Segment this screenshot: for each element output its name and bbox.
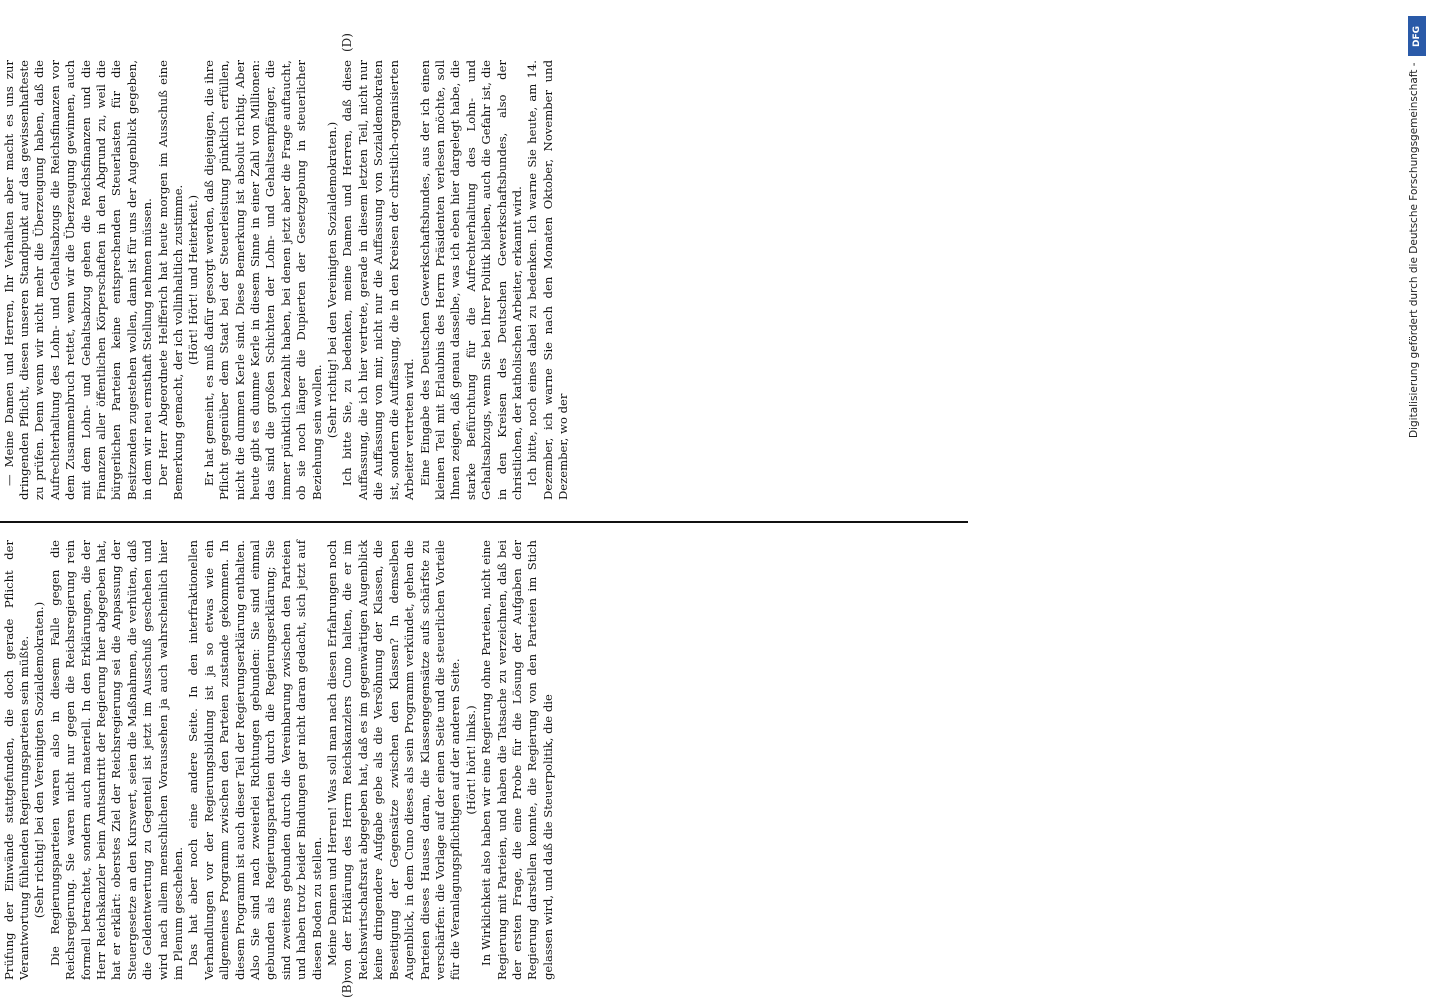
interjection: (Hört! Hört! und Heiterkeit.): [186, 194, 201, 366]
paragraph: Er hat gemeint, es muß dafür gesorgt werden, daß diejenigen, die ihre Pflicht gegenüber dem Staat bei der Steuerleistung pünktlich erfüllen, nicht die dummen Kerle sind. Diese Bemerkung ist absolut richtig. Aber heute gibt es dumme Kerle in diesem Sinne in einer Zahl von Millionen: das sind die großen Schichten der Lohn- und Gehaltsempfänger, die immer pünktlich bezahlt haben, bei denen jetzt aber die Frage auftaucht, ob sie noch länger die Dupierten der Gesetzgebung in steuerlicher Beziehung sein wollen.: [201, 60, 324, 500]
left-column: [0, 540, 968, 980]
right-column: [0, 60, 968, 500]
column-divider: [0, 522, 968, 524]
paragraph: Meine Damen und Herren! Was soll man nach diesen Erfahrungen noch von der Erklärung des Herrn Reichskanzlers Cuno halten, die er im Reichswirtschaftsrat abgegeben hat, daß es im gegenwärtigen Augenblick keine dringendere Aufgabe gebe als die Versöhnung der Klassen, die Beseitigung der Gegensätze zwischen den Klassen? In demselben Augenblick, in dem Cuno dieses als sein Programm verkündet, gehen die Parteien dieses Hauses daran, die Klassengegensätze aufs schärfste zu verschärfen: die Vorlage auf der einen Seite und die steuerlichen Vorteile für die Veranlagungspflichtigen auf der anderen Seite.: [325, 540, 463, 980]
dfg-logo-icon: DFG: [1408, 16, 1426, 56]
margin-marker-b: (B): [340, 979, 354, 998]
interjection: (Sehr richtig! bei den Vereinigten Sozialdemokraten.): [32, 601, 47, 919]
paragraph: Das hat aber noch eine andere Seite. In den interfraktionellen Verhandlungen vor der Regierungsbildung ist ja so etwas wie ein allgemeines Programm zwischen den Parteien zustande gekommen. In diesem Programm ist auch dieser Teil der Regierungserklärung enthalten. Also Sie sind nach zweierlei Richtungen gebunden: Sie sind einmal gebunden als Regierungsparteien durch die Regierungserklärung; Sie sind zweitens gebunden durch die Vereinbarung zwischen den Parteien und haben trotz beider Bindungen gar nicht daran gedacht, sich jetzt auf diesen Boden zu stellen.: [186, 540, 324, 980]
margin-marker-d: (D): [340, 33, 354, 52]
paragraph: Ich bitte, noch eines dabei zu bedenken. Ich warne Sie heute, am 14. Dezember, ich warne Sie nach den Monaten Oktober, November und Dezember, wo der: [525, 60, 571, 500]
paragraph: — Meine Damen und Herren, Ihr Verhalten aber macht es uns zur dringenden Pflicht, diesen unseren Standpunkt auf das gewissenhafteste zu prüfen. Denn wenn wir nicht mehr die Überzeugung haben, daß die Aufrechterhaltung des Lohn- und Gehaltsabzugs die Reichsfinanzen vor dem Zusammenbruch rettet, wenn wir die Überzeugung gewinnen, auch mit dem Lohn- und Gehaltsabzug gehen die Reichsfinanzen und die Finanzen aller öffentlichen Körperschaften in den Abgrund zu, weil die bürgerlichen Parteien keine entsprechenden Steuerlasten für die Besitzenden zugestehen wollen, dann ist für uns der Augenblick gegeben, in dem wir neu ernsthaft Stellung nehmen müssen.: [1, 60, 155, 500]
paragraph: Die Regierungsparteien waren also in diesem Falle gegen die Reichsregierung. Sie waren nicht nur gegen die Reichsregierung rein formell betrachtet, sondern auch materiell. In den Erklärungen, die der Herr Reichskanzler beim Amtsantritt der Regierung hier abgegeben hat, hat er erklärt: oberstes Ziel der Reichsregierung sei die Anpassung der Steuergesetze an den Kurswert, seien die Maßnahmen, die verhüten, daß die Geldentwertung zu Gegenteil ist jetzt im Ausschuß geschehen und wird nach allem menschlichen Voraussehen ja auch wahrscheinlich hier im Plenum geschehen.: [47, 540, 185, 980]
paragraph: Der Herr Abgeordnete Helfferich hat heute morgen im Ausschuß eine Bemerkung gemacht, der ich vollinhaltlich zustimme.: [155, 60, 185, 500]
paragraph: Eine Eingabe des Deutschen Gewerkschaftsbundes, aus der ich einen kleinen Teil mit Erlaubnis des Herrn Präsidenten verlesen möchte, soll Ihnen zeigen, daß genau dasselbe, was ich eben hier dargelegt habe, die starke Befürchtung für die Aufrechterhaltung des Lohn- und Gehaltsabzugs, wenn Sie bei Ihrer Politik bleiben, auch die Gefahr ist, die in den Kreisen des Deutschen Gewerkschaftsbundes, also der christlichen, der katholischen Arbeiter, erkannt wird.: [417, 60, 524, 500]
document-page: [0, 20, 1010, 1000]
paragraph: Prüfung der Einwände stattgefunden, die doch gerade Pflicht der Verantwortung fühlenden Regierungsparteien sein müßte.: [1, 540, 31, 980]
credit-text: Digitalisierung gefördert durch die Deutsche Forschungsgemeinschaft -: [1408, 62, 1420, 438]
digitization-credit: [1404, 8, 1430, 992]
paragraph: Ich bitte Sie, zu bedenken, meine Damen und Herren, daß diese Auffassung, die ich hier vertrete, gerade in diesem letzten Teil, nicht nur die Auffassung von mir, nicht nur die Auffassung von Sozialdemokraten ist, sondern die Auffassung, die in den Kreisen der christlich-organisierten Arbeiter vertreten wird.: [340, 60, 417, 500]
interjection: (Hört! hört! links.): [463, 705, 478, 815]
paragraph: In Wirklichkeit also haben wir eine Regierung ohne Parteien, nicht eine Regierung mit Parteien, und haben die Tatsache zu verzeichnen, daß bei der ersten Frage, die eine Probe für die Lösung der Aufgaben der Regierung darstellen konnte, die Regierung von den Parteien im Stich gelassen wird, und daß die Steuerpolitik, die die: [479, 540, 555, 980]
interjection: (Sehr richtig! bei den Vereinigten Sozialdemokraten.): [325, 121, 340, 439]
